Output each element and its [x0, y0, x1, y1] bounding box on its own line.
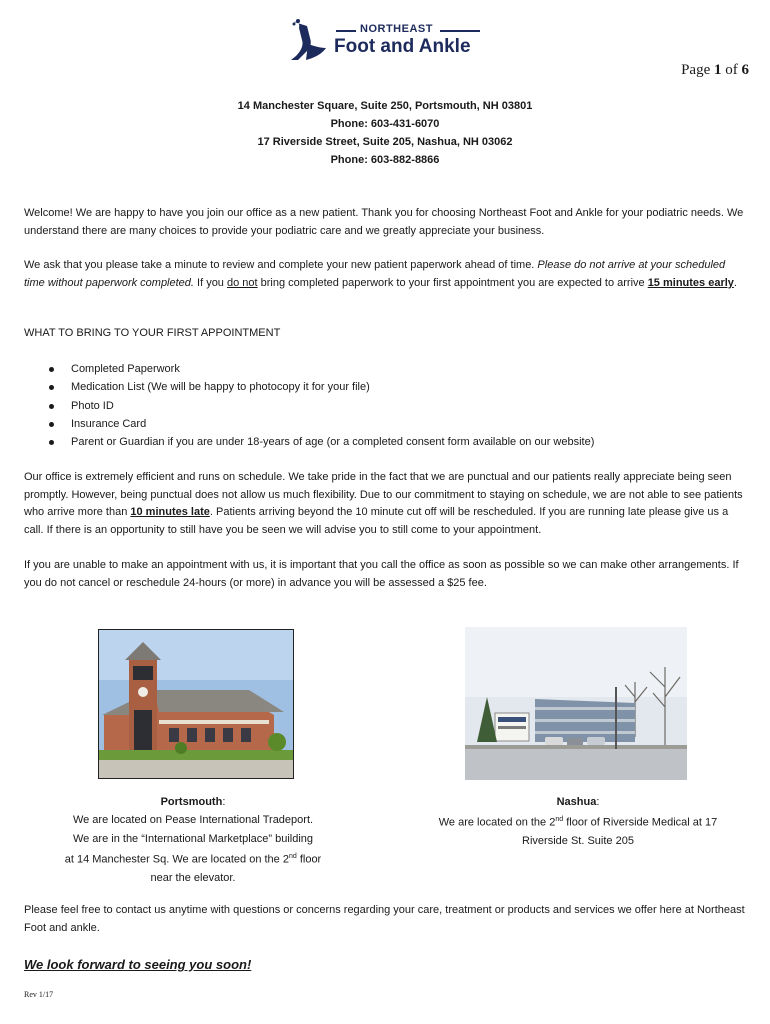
phone-portsmouth: Phone: 603-431-6070 — [330, 118, 440, 130]
page-indicator: Page 1 of 6 — [681, 62, 749, 78]
logo-top-text: NORTHEAST — [360, 23, 433, 35]
list-item: Insurance Card — [47, 415, 594, 433]
list-item: Completed Paperwork — [47, 360, 594, 378]
revision-label: Rev 1/17 — [24, 990, 54, 999]
bring-heading: WHAT TO BRING TO YOUR FIRST APPOINTMENT — [24, 327, 281, 339]
page-total: 6 — [741, 62, 749, 78]
list-item: Photo ID — [47, 397, 594, 415]
phone-nashua: Phone: 603-882-8866 — [330, 154, 440, 166]
page-current: 1 — [714, 62, 722, 78]
welcome-paragraph: Welcome! We are happy to have you join our office as a new patient. Thank you for choosing Northeast Foot and Ankle for your podiatric needs. We understand there are many choices to provide your podiatric care and we greatly appreciate your business. — [24, 207, 744, 237]
nashua-caption: Nashua: We are located on the 2nd floor of Riverside Medical at 17 Riverside St. Suite 205 — [438, 796, 718, 848]
portsmouth-title: Portsmouth — [160, 796, 223, 808]
nashua-building-photo — [465, 627, 687, 780]
portsmouth-building-photo — [98, 629, 294, 779]
schedule-paragraph: Our office is extremely efficient and runs on schedule. We take pride in the fact that we are punctual and our patients really appreciate being seen promptly. However, being punctual does not allow us much flexibility. Due to our commitment to staying on schedule, we are not able to see patients who arrive more than 10 minutes late. Patients arriving beyond the 10 minute cut off will be rescheduled. If you are running late please give us a call. If there is an opportunity to still have you be seen we will advise you to still come to your appointment. — [24, 471, 743, 537]
bring-list — [47, 360, 594, 451]
list-item: Parent or Guardian if you are under 18-years of age (or a completed consent form available on our website) — [47, 433, 594, 451]
logo-rule-right — [440, 30, 480, 32]
cancellation-paragraph: If you are unable to make an appointment with us, it is important that you call the office as soon as possible so we can make other arrangements. If you do not cancel or reschedule 24-hours (or more) in advance you will be assessed a $25 fee. — [24, 559, 739, 589]
logo-main-text: Foot and Ankle — [334, 36, 471, 57]
list-item: Medication List (We will be happy to photocopy it for your file) — [47, 378, 594, 396]
portsmouth-caption: Portsmouth: We are located on Pease International Tradeport. We are in the “International Marketplace” building at 14 Manchester Sq. We are located on the 2nd floor near the elevator. — [64, 796, 322, 884]
address-portsmouth: 14 Manchester Square, Suite 250, Portsmouth, NH 03801 — [237, 100, 533, 112]
logo-rule-left — [336, 30, 356, 32]
closing-line: We look forward to seeing you soon! — [24, 957, 252, 972]
foot-logo-icon — [288, 18, 328, 62]
company-logo — [288, 18, 488, 64]
contact-paragraph: Please feel free to contact us anytime with questions or concerns regarding your care, treatment or products and services we offer here at Northeast Foot and ankle. — [24, 904, 745, 934]
paperwork-paragraph: We ask that you please take a minute to review and complete your new patient paperwork ahead of time. Please do not arrive at your scheduled time without paperwork completed. If you do not bring completed paperwork to your first appointment you are expected to arrive 15 minutes early. — [24, 259, 737, 289]
nashua-title: Nashua — [556, 796, 597, 808]
address-nashua: 17 Riverside Street, Suite 205, Nashua, NH 03062 — [257, 136, 513, 148]
